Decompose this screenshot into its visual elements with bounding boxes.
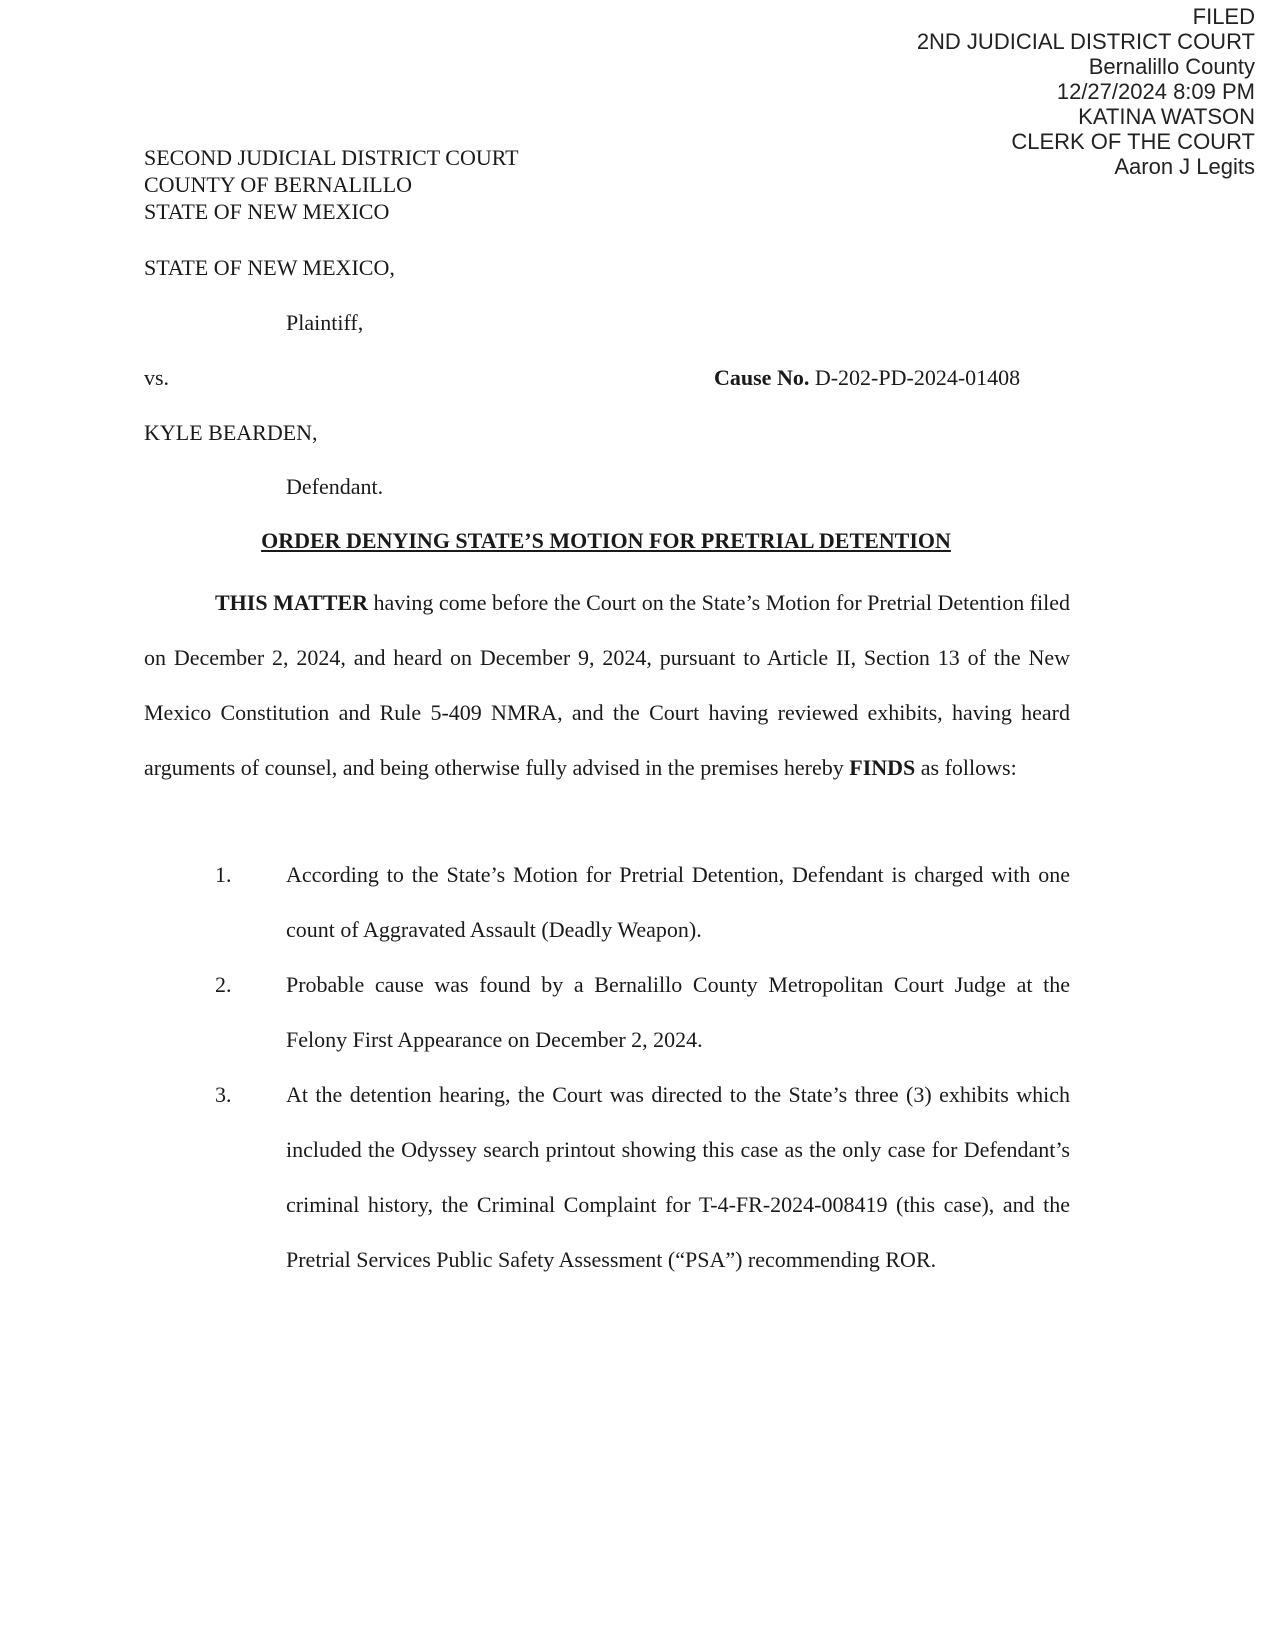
defendant-role: Defendant. (286, 474, 384, 499)
court-header (144, 144, 519, 225)
filed-stamp-line: FILED (1192, 4, 1255, 29)
findings-list (144, 847, 1070, 1287)
finding-item (144, 1067, 1070, 1287)
intro-text-2: as follows: (915, 755, 1017, 780)
cause-label: Cause No. (714, 365, 810, 390)
intro-lead: THIS MATTER (215, 590, 369, 615)
defendant-name: KYLE BEARDEN, (144, 420, 318, 445)
plaintiff-name: STATE OF NEW MEXICO, (144, 255, 395, 280)
cause-number: D-202-PD-2024-01408 (814, 365, 1021, 390)
finding-item (144, 957, 1070, 1067)
intro-text-1: having come before the Court on the State’s Motion for Pretrial Detention filed on December 2, 2024, and heard on December 9, 2024, pursuant to Article II, Section 13 of the New Mexico Constitution and Rule 5-409 NMRA, and the Court having reviewed exhibits, having heard arguments of counsel, and being otherwise fully advised in the premises hereby (144, 590, 1071, 780)
finding-text: According to the State’s Motion for Pretrial Detention, Defendant is charged with one count of Aggravated Assault (Deadly Weapon). (286, 862, 1070, 942)
intro-finds: FINDS (849, 755, 916, 780)
court-state: STATE OF NEW MEXICO (144, 199, 390, 224)
filed-stamp-line: CLERK OF THE COURT (1011, 129, 1255, 154)
plaintiff-role: Plaintiff, (286, 310, 364, 335)
filed-stamp-line: 2ND JUDICIAL DISTRICT COURT (916, 29, 1255, 54)
court-name: SECOND JUDICIAL DISTRICT COURT (144, 145, 519, 170)
finding-text: Probable cause was found by a Bernalillo County Metropolitan Court Judge at the Felony First Appearance on December 2, 2024. (286, 972, 1070, 1052)
filed-stamp-line: KATINA WATSON (1078, 104, 1255, 129)
finding-number: 1. (215, 862, 232, 887)
filed-stamp-line: Bernalillo County (1088, 54, 1255, 79)
cause-number-line (714, 364, 1020, 391)
filed-stamp-line: 12/27/2024 8:09 PM (1056, 79, 1255, 104)
intro-paragraph (144, 575, 1070, 795)
finding-number: 3. (215, 1082, 232, 1107)
finding-item (144, 847, 1070, 957)
filed-stamp-line: Aaron J Legits (1114, 154, 1255, 179)
filed-stamp (917, 4, 1255, 179)
court-county: COUNTY OF BERNALILLO (144, 172, 413, 197)
order-title: ORDER DENYING STATE’S MOTION FOR PRETRIAL DETENTION (261, 528, 951, 553)
finding-text: At the detention hearing, the Court was directed to the State’s three (3) exhibits which included the Odyssey search printout showing this case as the only case for Defendant’s criminal history, the Criminal Complaint for T-4-FR-2024-008419 (this case), and the Pretrial Services Public Safety Assessment (“PSA”) recommending ROR. (286, 1082, 1070, 1272)
versus-label: vs. (144, 365, 170, 390)
finding-number: 2. (215, 972, 232, 997)
